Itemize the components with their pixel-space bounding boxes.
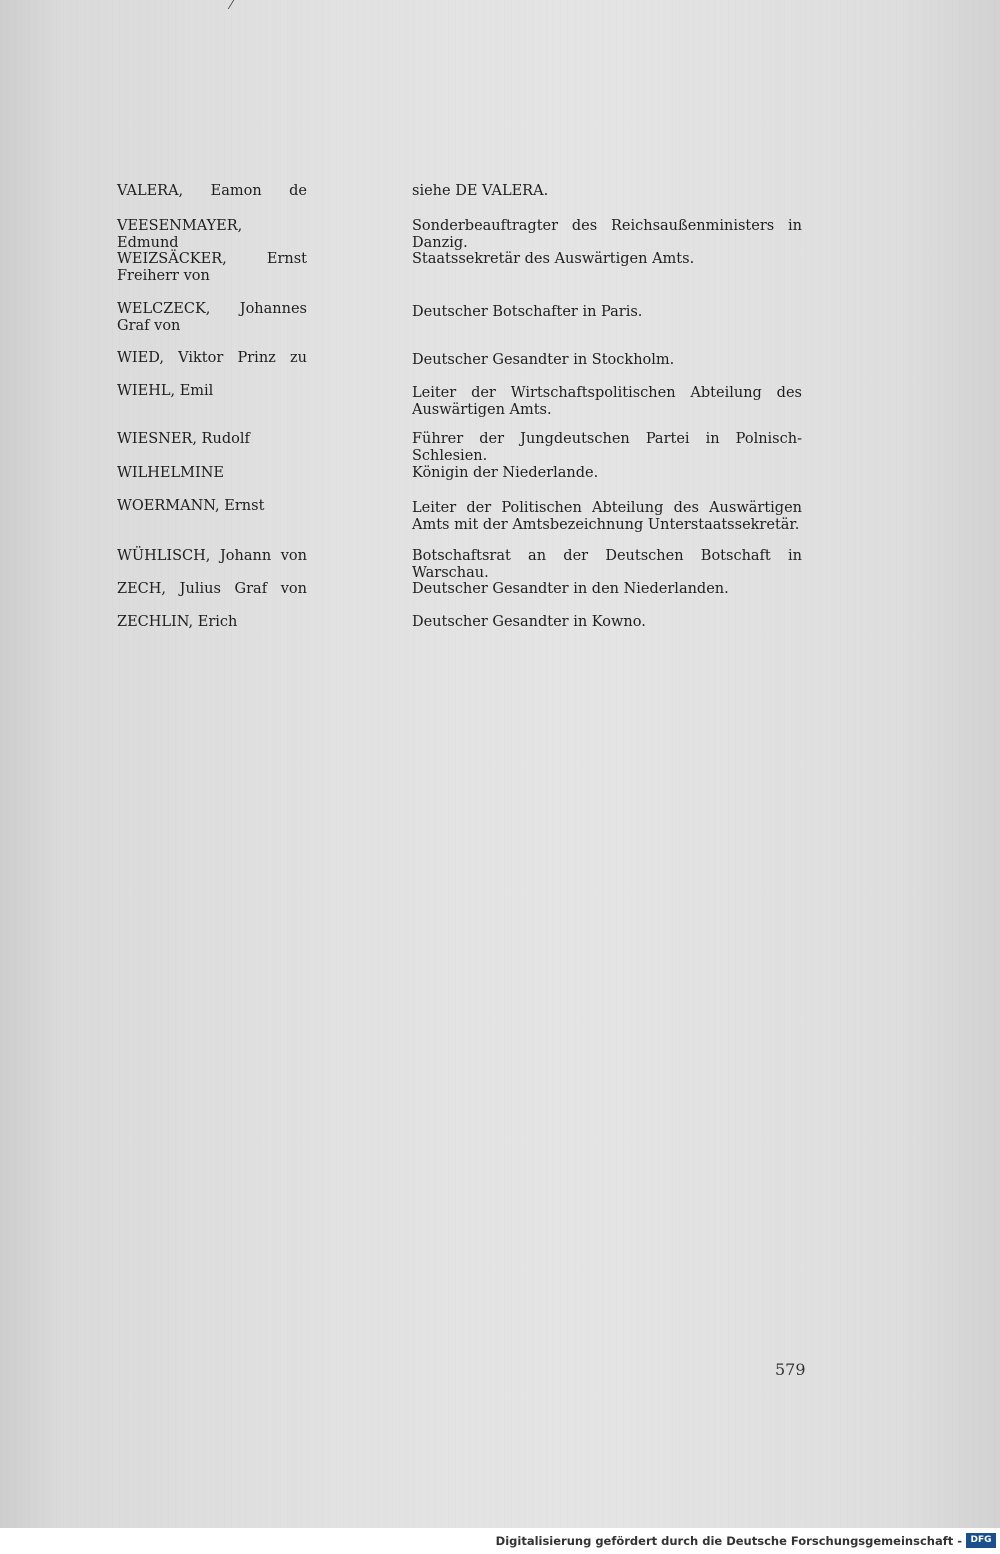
entry-name: WIED, Viktor Prinz zu	[117, 350, 307, 366]
entry-name: ZECHLIN, Erich	[117, 614, 238, 630]
page-number: 579	[775, 1360, 806, 1379]
entry-description: Leiter der Wirtschaftspolitischen Abteilung des Auswärtigen Amts.	[412, 385, 802, 418]
entry-description: Deutscher Gesandter in den Niederlanden.	[412, 581, 729, 597]
entry-description: Deutscher Botschafter in Paris.	[412, 304, 643, 320]
scan-artifact-mark: ⁄	[230, 0, 233, 12]
entry-description: Deutscher Gesandter in Kowno.	[412, 614, 646, 630]
dfg-logo: DFG	[966, 1533, 996, 1548]
entry-description: Leiter der Politischen Abteilung des Auswärtigen Amts mit der Amtsbezeichnung Unterstaatssekretär.	[412, 500, 802, 533]
entry-name: WEIZSÄCKER, Ernst Freiherr von	[117, 251, 307, 284]
entry-description: Staatssekretär des Auswärtigen Amts.	[412, 251, 695, 267]
entry-name: WÜHLISCH, Johann von	[117, 548, 307, 564]
entry-name: ZECH, Julius Graf von	[117, 581, 307, 597]
entry-name: WILHELMINE	[117, 465, 224, 481]
entry-name: WIESNER, Rudolf	[117, 431, 250, 447]
entry-name: WIEHL, Emil	[117, 383, 214, 399]
entry-name: WELCZECK, Johannes Graf von	[117, 301, 307, 334]
digitization-footer	[0, 1528, 1000, 1554]
entry-description: Führer der Jungdeutschen Partei in Polnisch-Schlesien.	[412, 431, 802, 464]
entry-description: Königin der Niederlande.	[412, 465, 599, 481]
funding-credit: Digitalisierung gefördert durch die Deutsche Forschungsgemeinschaft -	[495, 1534, 962, 1548]
entry-description: Sonderbeauftragter des Reichsaußenministers in Danzig.	[412, 218, 802, 251]
entry-description: siehe DE VALERA.	[412, 183, 549, 199]
entry-name: WOERMANN, Ernst	[117, 498, 265, 514]
entry-description: Botschaftsrat an der Deutschen Botschaft in Warschau.	[412, 548, 802, 581]
entry-description: Deutscher Gesandter in Stockholm.	[412, 352, 675, 368]
entry-name: VEESENMAYER, Edmund	[117, 218, 243, 251]
entry-name: VALERA, Eamon de	[117, 183, 307, 199]
